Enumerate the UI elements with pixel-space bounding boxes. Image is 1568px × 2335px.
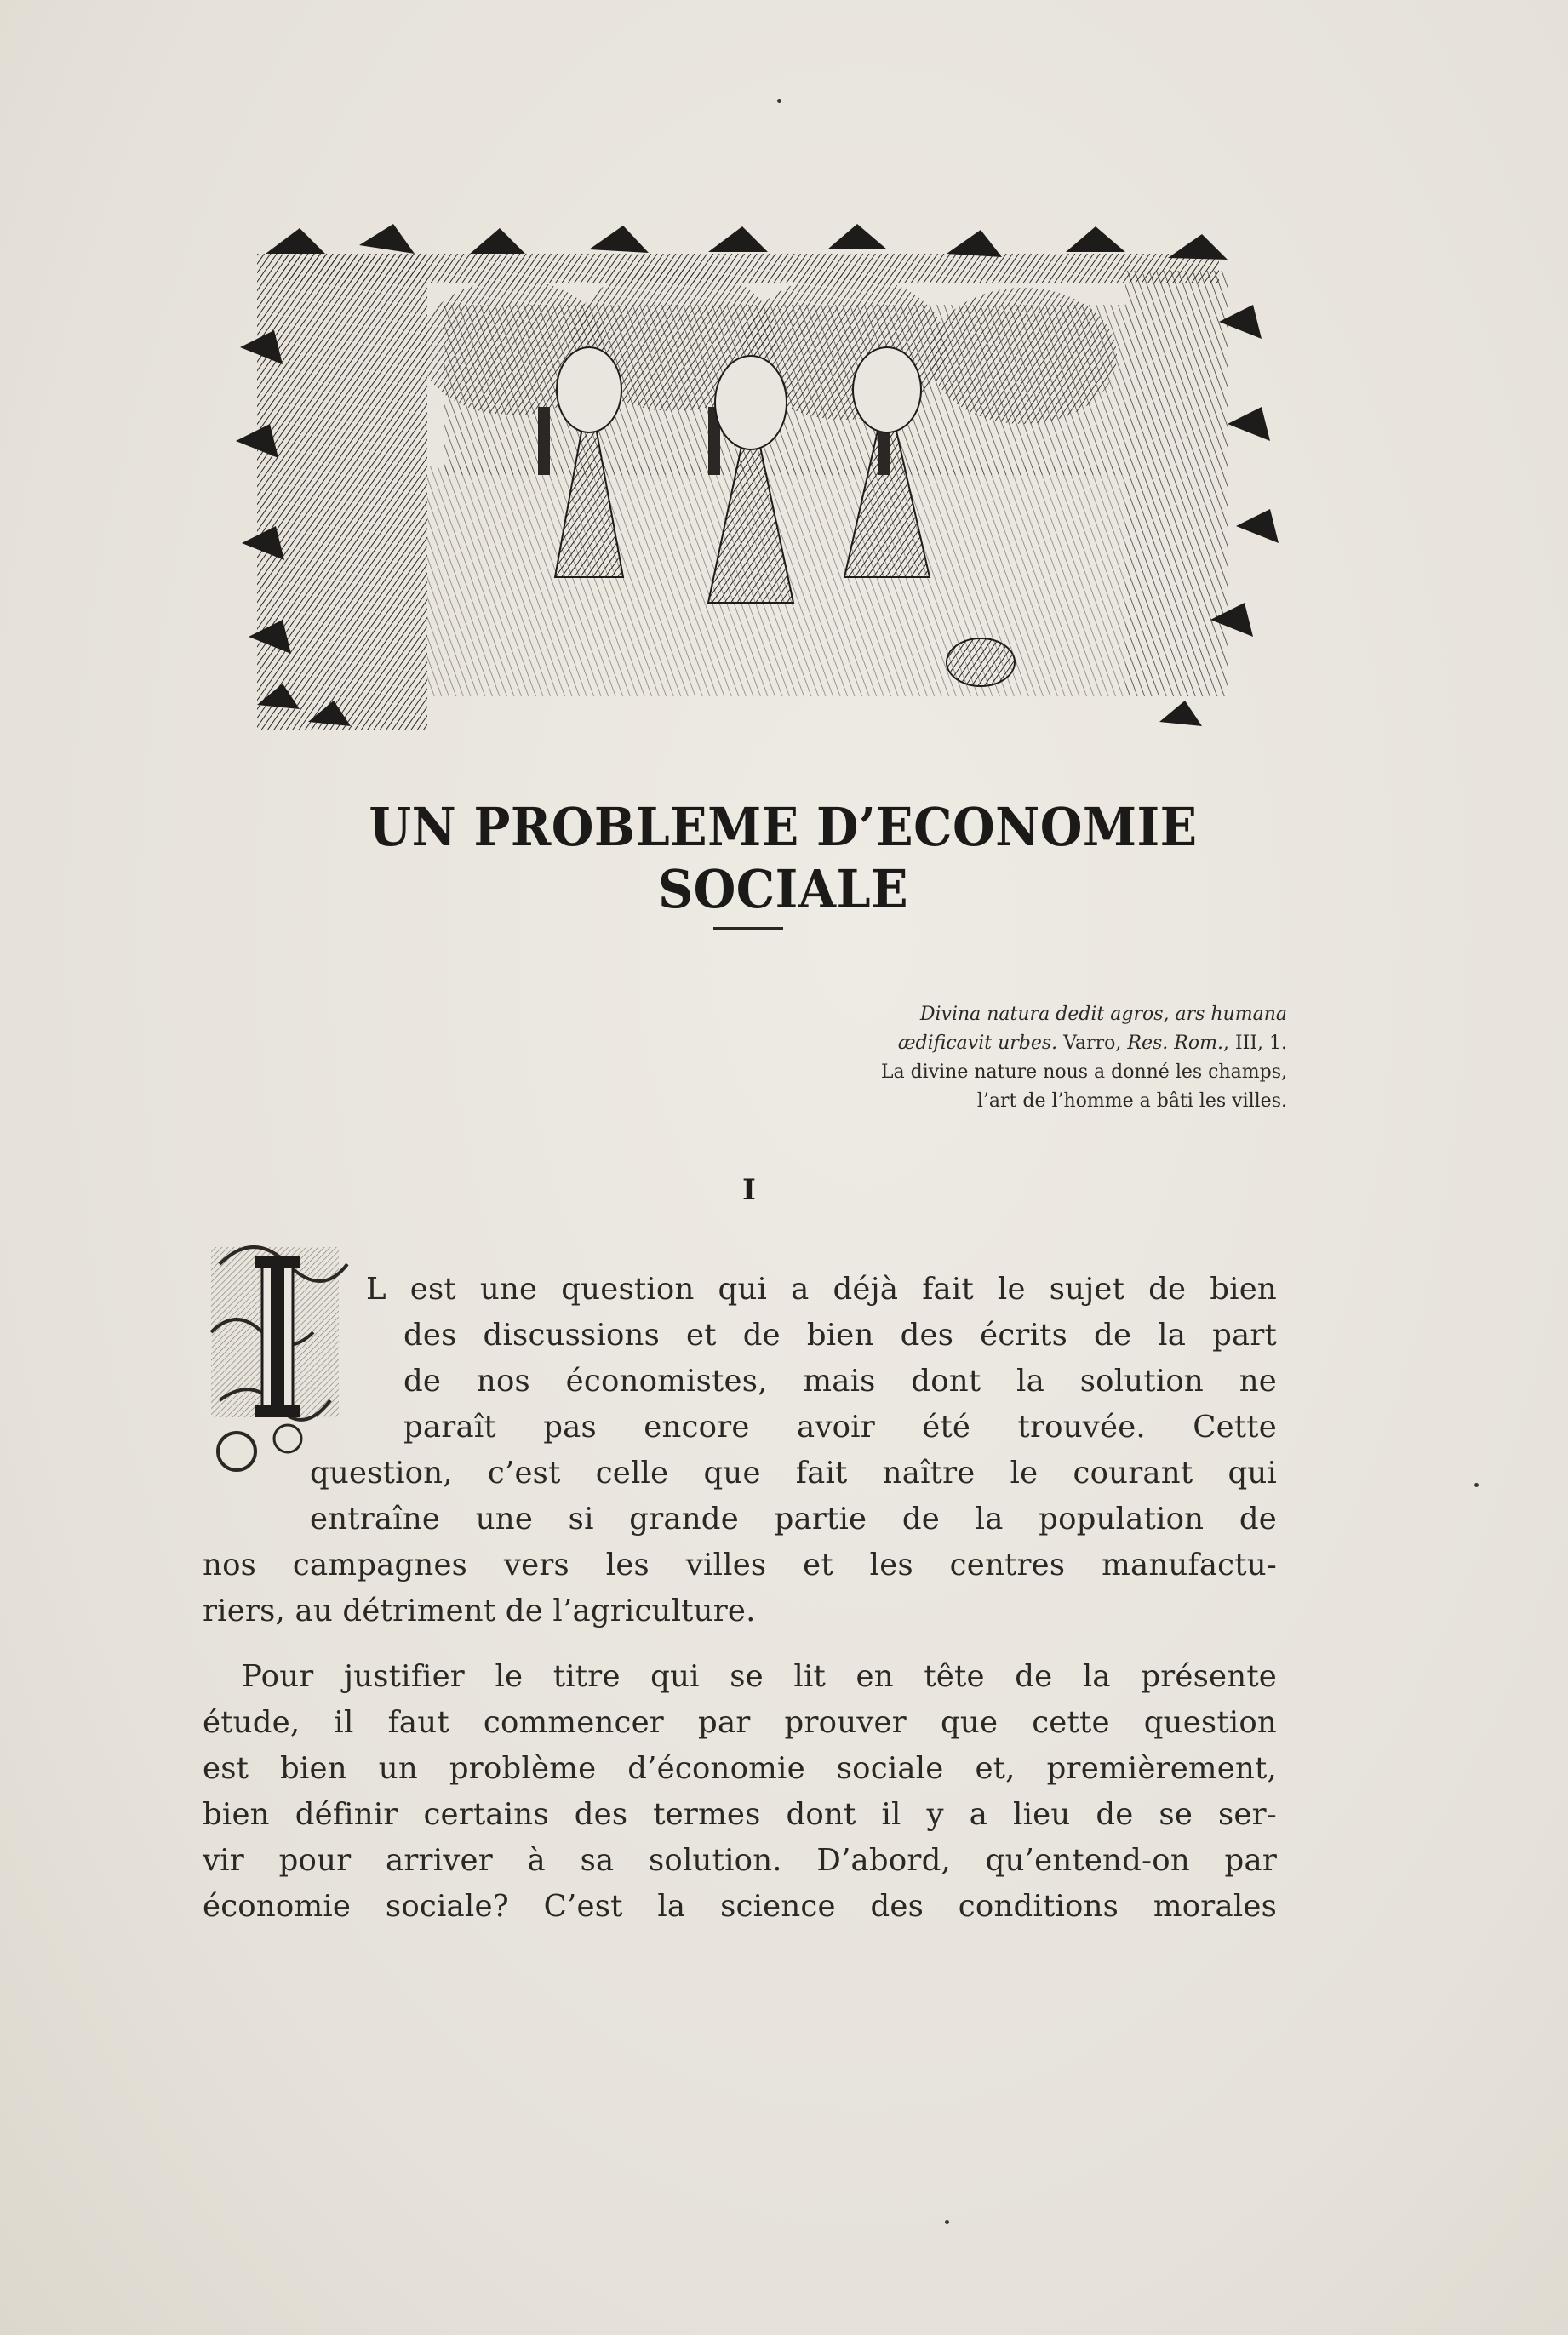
- epigraph-translation: La divine nature nous a donné les champs,: [880, 1062, 1287, 1083]
- text-line: nos campagnes vers les villes et les centres manufactu-: [203, 1548, 1277, 1582]
- speck: [777, 99, 781, 103]
- epigraph-work: Res. Rom.: [1127, 1033, 1223, 1054]
- epigraph-latin: Divina natura dedit agros, ars humana: [919, 1004, 1287, 1025]
- text-line: économie sociale? C’est la science des conditions morales: [203, 1889, 1277, 1924]
- text-line: vir pour arriver à sa solution. D’abord, qu’entend-on par: [203, 1843, 1277, 1878]
- epigraph-author: Varro,: [1063, 1033, 1122, 1054]
- text-line: entraîne une si grande partie de la population de: [310, 1502, 1277, 1537]
- title-rule: [713, 927, 783, 930]
- text-line: Pour justifier le titre qui se lit en tête de la présente: [242, 1659, 1277, 1694]
- epigraph-translation: l’art de l’homme a bâti les villes.: [976, 1090, 1287, 1112]
- text-line: riers, au détriment de l’agriculture.: [203, 1594, 756, 1628]
- ornamental-drop-cap: [203, 1230, 364, 1485]
- text-line: bien définir certains des termes dont il y a lieu de se ser-: [203, 1797, 1277, 1832]
- text-line: des discussions et de bien des écrits de la part: [403, 1318, 1277, 1353]
- epigraph-latin: ædificavit urbes.: [897, 1033, 1058, 1054]
- speck: [1474, 1483, 1479, 1487]
- text-line: question, c’est celle que fait naître le courant qui: [310, 1456, 1277, 1491]
- text-line: paraît pas encore avoir été trouvée. Cette: [403, 1410, 1277, 1445]
- text-line: étude, il faut commencer par prouver que cette question: [203, 1705, 1277, 1740]
- text-line: de nos économistes, mais dont la solution ne: [403, 1364, 1277, 1399]
- page-title: UN PROBLEME D’ECONOMIE SOCIALE: [369, 796, 1198, 920]
- text-line: L est une question qui a déjà fait le sujet de bien: [366, 1272, 1277, 1307]
- epigraph-line: [732, 1029, 1287, 1058]
- pumpkin: [947, 638, 1015, 686]
- epigraph-ref: , III, 1.: [1222, 1033, 1287, 1054]
- epigraph: [732, 1000, 1287, 1116]
- speck: [945, 2220, 949, 2224]
- text-line: est bien un problème d’économie sociale et, premièrement,: [203, 1751, 1277, 1786]
- headpiece-illustration: [232, 220, 1280, 744]
- section-number: I: [742, 1173, 756, 1207]
- epigraph-line: [732, 1000, 1287, 1029]
